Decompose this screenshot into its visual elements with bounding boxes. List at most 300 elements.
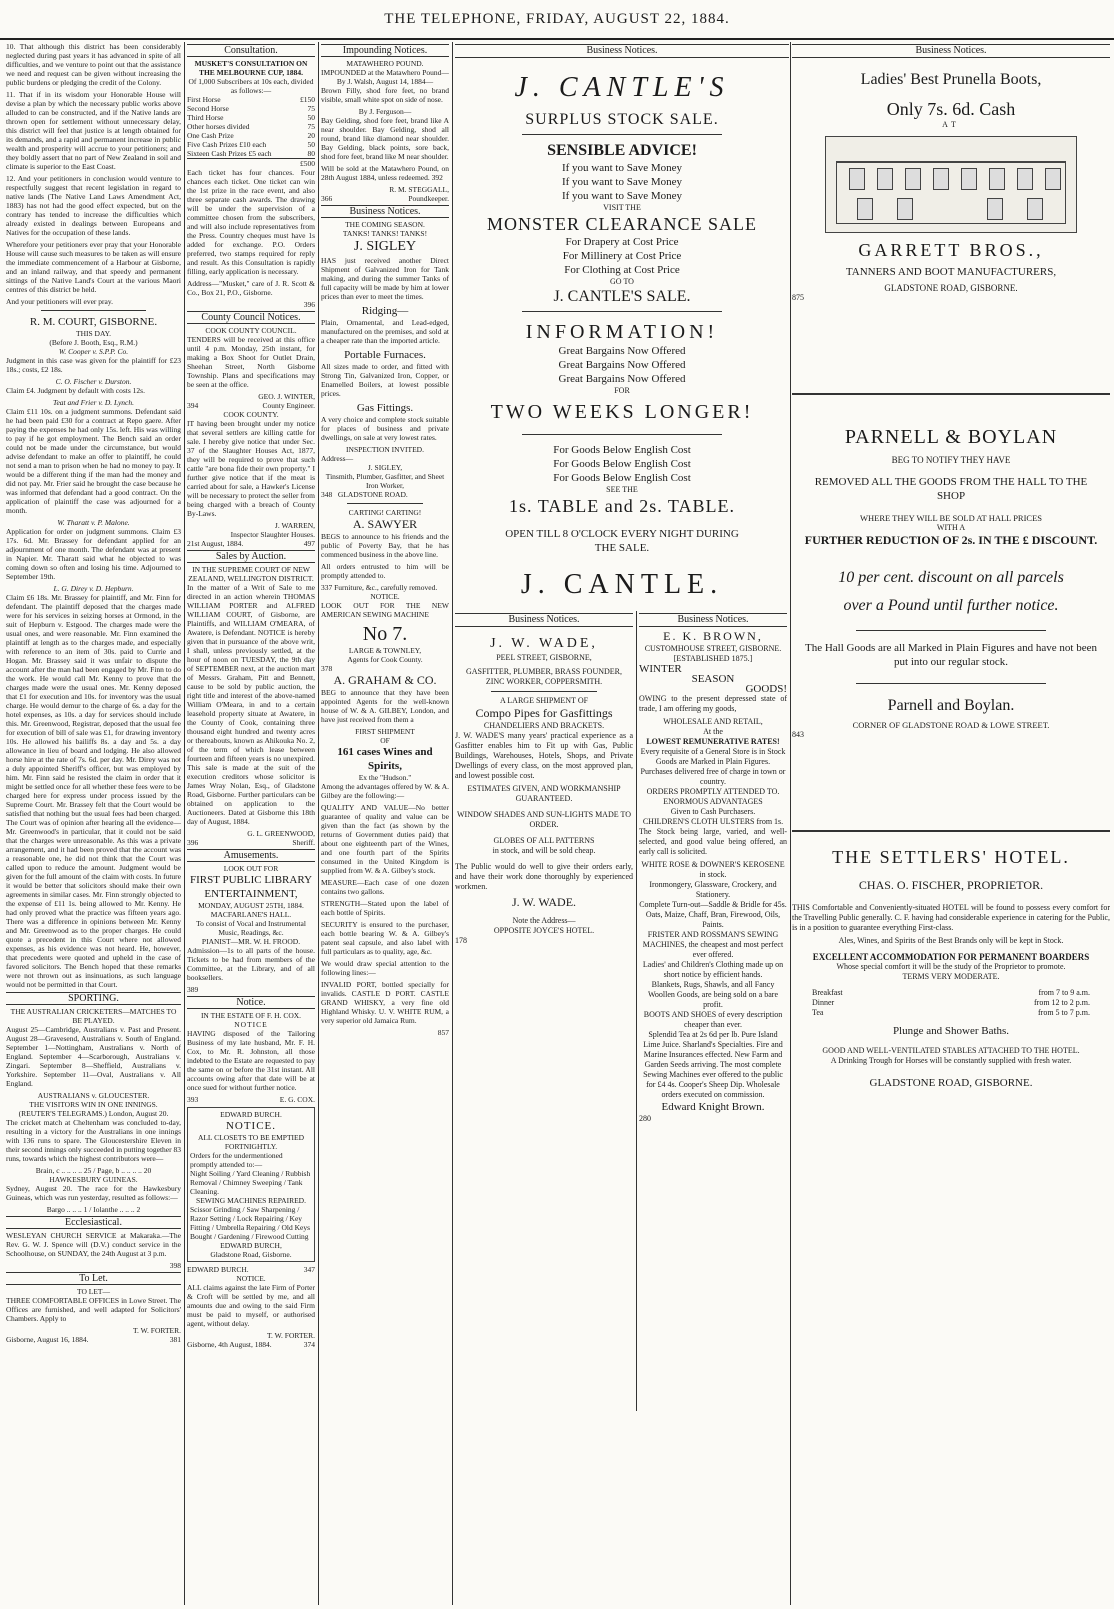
settlers-excellent: EXCELLENT ACCOMMODATION FOR PERMANENT BOARDERS: [812, 952, 1090, 962]
prize-row: [187, 95, 315, 104]
prize-amount: £150: [300, 95, 315, 104]
cricket-title: THE AUSTRALIAN CRICKETERS—MATCHES TO BE PLAYED.: [10, 1007, 177, 1025]
section-header-business: Business Notices.: [455, 44, 789, 58]
sawyer-name: A. SAWYER: [352, 517, 418, 531]
settlers-plunge: Plunge and Shower Baths.: [892, 1025, 1010, 1037]
pound-role: 366 Poundkeeper.: [321, 194, 449, 203]
prize-row: [187, 122, 315, 131]
graham-ex: Ex the "Hudson.": [358, 773, 412, 782]
pound-title: MATAWHERO POUND.: [346, 59, 424, 68]
petition-end: And your petitioners will ever pray.: [6, 297, 113, 306]
section-header-auction: Sales by Auction.: [187, 550, 315, 563]
prize-name: Five Cash Prizes £10 each: [187, 140, 267, 149]
section-header-business: Business Notices.: [455, 613, 633, 627]
pound-items: Bay Gelding, shod fore feet, brand like A near shoulder. Bay Gelding, shod all round, brand like diamond near shoulder. Bay Gelding, black points, sore back, shod fore feet, brand like M near shoulder.: [321, 116, 449, 161]
hawkesbury-text: Sydney, August 20. The race for the Hawkesbury Guineas, which was run yesterday, resulted as follows:—: [6, 1184, 181, 1202]
case-text: Application for order on judgment summons. Claim £3 17s. 6d. Mr. Brassey for defendant applied for an adjournment of one month. The defendant was at present in Napier. Mr. Tharatt said what he objected to was coming down so often and losing his time. Adjourned to September 19th.: [6, 527, 181, 581]
sigley-inspect: INSPECTION INVITED.: [346, 445, 424, 454]
prize-name: Second Horse: [187, 104, 229, 113]
brown-cash: Given to Cash Purchasers.: [670, 807, 756, 816]
consult-text: Each ticket has four chances. Four chances each ticket. One ticket can win the 1st prize in the race event, and also three separate cash awards. The drawing will be under the supervision of a committee chosen from the subscribers, and will also include representatives from the Press. Country cheques must have 1s added for exchange. P.O. Orders preferred, two stamps required for reply and result. As this Consultation is rapidly filling, early application is necessary.: [187, 168, 315, 276]
cook-title: COOK COUNTY COUNCIL.: [205, 326, 297, 335]
settlers-ad: [792, 830, 1110, 1090]
sigley-name: J. SIGLEY: [353, 239, 417, 254]
court-before: (Before J. Booth, Esq., R.M.): [49, 338, 138, 347]
column-rule: [452, 42, 453, 1605]
brown-saddle: Complete Turn-out—Saddle & Bridle for 45s.: [639, 900, 787, 909]
consult-title: MUSKET'S CONSULTATION ON THE MELBOURNE CUP, 1884.: [194, 59, 308, 77]
prize-row: [187, 140, 315, 149]
column-rule: [790, 42, 791, 1605]
slaughter-sign: J. WARREN,: [274, 521, 315, 530]
graham-quality: QUALITY AND VALUE—No better guarantee of quality and value can be given than the fact (as shown by the returns of Government duties paid) that about one eighteenth part of the Wines, and one fourth part of the Spirits consumed in the United Kingdom is supplied from W. & A. Gilbey's stock.: [321, 803, 449, 875]
garrett-address: GLADSTONE ROAD, GISBORNE.: [884, 283, 1018, 293]
brown-list: Splendid Tea at 2s 6d per lb. Pure Island Lime Juice. Sharland's Specialties. Fire and Marine Insurances effected. New Farm and Garden Seeds arriving. The most complete Sewing Machines ever offered to the public for £4 4s. Cooper's Sheep Dip. Wholesale orders executed on commission.: [643, 1030, 783, 1099]
settlers-terms: TERMS VERY MODERATE.: [902, 972, 1000, 981]
parnell-corner: CORNER OF GLADSTONE ROAD & LOWE STREET.: [852, 720, 1050, 730]
sigley-addr: 348 GLADSTONE ROAD.: [321, 490, 408, 499]
settlers-text: THIS Comfortable and Conveniently-situated HOTEL will be found to possess every comfort for the Travelling Public generally. C. F. having had considerable experience in catering for the Public, is in a position to guarantee everything First-class.: [792, 903, 1110, 932]
auction-text: In the matter of a Writ of Sale to me directed in an action wherein THOMAS WILLIAM PORTER and ALFRED WILLIAM COURT, of Gisborne, are Plaintiffs, and WILLIAM O'MEARA, of Awatere, is Defendant. NOTICE is hereby given that in pursuance of the above writ, I shall, unless previously settled, at the hour of noon on TUESDAY, the 9th day of SEPTEMBER next, at the auction mart of Messrs. Graham, Pitt and Bennett, cause to be sold by public auction, the right title and interest of the above-named William O'Meara, in and to a certain leasehold property situate at Awatere, in the County of Cook, containing three thousand eight hundred and twenty acres or thereabouts, known as Ahikouka No. 2, of the term of which lease between fourteen and fifteen years is no unexpired. This sale is made at the suit of the execution creditors whose solicitor is James Wray Nolan, Esq., of Gladstone Road, Gisborne. Further particulars can be obtained on application to the Auctioneers. Dated at Gisborne this 18th day of August, 1884.: [187, 583, 315, 826]
pound-by: By J. Walsh, August 14, 1884—: [336, 77, 434, 86]
prize-amount: 50: [307, 113, 315, 122]
brown-oats: Oats, Maize, Chaff, Bran, Firewood, Oils, Paints.: [645, 910, 781, 929]
settlers-whose: Whose special comfort it will be the study of the Proprietor to promote.: [836, 962, 1066, 971]
sigley-addr-role: Tinsmith, Plumber, Gasfitter, and Sheet Iron Worker,: [325, 472, 445, 490]
prize-amount: 75: [307, 122, 315, 131]
hawkesbury-title: HAWKESBURY GUINEAS.: [49, 1175, 138, 1184]
column-5: [792, 42, 1110, 1605]
wade-globes: GLOBES OF ALL PATTERNS: [493, 836, 595, 845]
sewing-notice: NOTICE.: [370, 592, 400, 601]
sewing-text: LOOK OUT FOR THE NEW AMERICAN SEWING MACHINE: [321, 601, 449, 619]
sigley-ridging: Ridging—: [361, 305, 409, 317]
cantle-below: For Goods Below English Cost: [553, 458, 691, 470]
wade-public: The Public would do well to give their orders early, and have their work done thoroughly by experienced workmen.: [455, 862, 633, 891]
graham-strength: STRENGTH—Stated upon the label of each bottle of Spirits.: [321, 899, 449, 917]
tender-sign: GEO. J. WINTER,: [258, 392, 315, 401]
wade-instock: in stock, and will be sold cheap.: [492, 846, 596, 855]
parnell-signature: Parnell and Boylan.: [887, 697, 1015, 714]
wade-estimates: ESTIMATES GIVEN, AND WORKMANSHIP GUARANTEED.: [467, 784, 621, 803]
amuse-title: FIRST PUBLIC LIBRARY ENTERTAINMENT,: [189, 874, 313, 900]
prize-amount: 20: [307, 131, 315, 140]
cantle-table: 1s. TABLE and 2s. TABLE.: [509, 496, 735, 516]
section-header-business: Business Notices.: [321, 205, 449, 218]
cantle-open: OPEN TILL 8 O'CLOCK EVERY NIGHT DURING THE SALE.: [505, 528, 739, 554]
brown-at: At the: [703, 727, 723, 736]
masthead-title: THE TELEPHONE, FRIDAY, AUGUST 22, 1884.: [384, 11, 730, 27]
garrett-trade: TANNERS AND BOOT MANUFACTURERS,: [845, 266, 1057, 278]
brown-ladies: Ladies' and Children's Clothing made up on short notice by efficient hands.: [642, 960, 784, 979]
column-rule: [184, 42, 185, 1605]
meal-row: [812, 988, 1090, 998]
cantle-drapery: For Drapery at Cost Price: [565, 236, 679, 248]
prize-row: [187, 104, 315, 113]
prize-amount: 50: [307, 140, 315, 149]
burch-footer: EDWARD BURCH. 347: [187, 1265, 315, 1274]
to-let-title: TO LET—: [77, 1287, 110, 1296]
cantle-surplus: SURPLUS STOCK SALE.: [525, 111, 719, 128]
amuse-date: MONDAY, AUGUST 25TH, 1884.: [198, 901, 304, 910]
section-header-impounding: Impounding Notices.: [321, 44, 449, 57]
graham-text: BEG to announce that they have been appointed Agents for the well-known house of W. & A. GILBEY, London, and have just received from them a: [321, 688, 449, 724]
burch-list: Scissor Grinding / Saw Sharpening / Razor Setting / Lock Repairing / Key Fitting / Umbrella Repairing / Old Keys Bought / Gardening / Firewood Cutting: [190, 1205, 310, 1241]
sigley-text: HAS just received another Direct Shipment of Galvanized Iron for Tank making, and during the summer Tanks of full capacity will be made by him at lower prices than ever to meet the times.: [321, 256, 449, 301]
ecclesiastical-text: WESLEYAN CHURCH SERVICE at Makaraka.—The Rev. G. W. J. Spence will (D.V.) conduct service in the Schoolhouse, on SUNDAY, the 24th August at 3 p.m.: [6, 1231, 181, 1258]
auction-role: 396 Sheriff.: [187, 838, 315, 847]
brown-ironmongery: Ironmongery, Glassware, Crockery, and Stationery.: [649, 880, 777, 899]
prize-name: Third Horse: [187, 113, 224, 122]
column-1: [6, 42, 181, 1605]
slaughter-text: IT having been brought under my notice that several settlers are killing cattle for sale. I hereby give notice that under Sec. 37 of the Slaughter Houses Act, 1877, they will be required to prove that such cattle "are bona fide their own property." I further give notice that if the meat is carried about for sale, a Hawker's License will be necessary to protect the seller from being charged with a breach of County By-Laws.: [187, 419, 315, 518]
settlers-stables: GOOD AND WELL-VENTILATED STABLES ATTACHED TO THE HOTEL.: [822, 1046, 1080, 1055]
amuse-consist: To consist of Vocal and Instrumental Music, Readings, &c.: [196, 919, 306, 937]
brown-kerosene: WHITE ROSE & DOWNER'S KEROSENE in stock.: [641, 860, 785, 879]
petition-paragraph: 10. That although this district has been considerably neglected during past years it has advanced in spite of all difficulties, and we venture to point out that the assistance we need and request can be given without increasing the public burdens or pledging the credit of the Colony.: [6, 42, 181, 87]
masthead: [0, 0, 1114, 40]
brown-winter: WINTER: [639, 663, 682, 675]
section-header-consultation: Consultation.: [187, 44, 315, 57]
wade-chandeliers: CHANDELIERS AND BRACKETS.: [483, 721, 605, 730]
graham-lines: INVALID PORT, bottled specially for invalids. CASTLE D PORT. CASTLE GRAND WHISKY, a very fine old Highland Whisky. U. V. WHITE RUM, a very superior old Jamaica Rum.: [321, 980, 449, 1025]
ad-number: 857: [437, 1028, 449, 1037]
divider: [347, 503, 424, 504]
prize-name: One Cash Prize: [187, 131, 234, 140]
garrett-name: GARRETT BROS.,: [858, 240, 1044, 260]
parnell-beg: BEG TO NOTIFY THEY HAVE: [891, 455, 1011, 465]
section-header-business: Business Notices.: [792, 44, 1110, 58]
settlers-title: THE SETTLERS' HOTEL.: [832, 847, 1070, 867]
burch-ad: [187, 1107, 315, 1262]
ad-number: 875: [792, 293, 804, 302]
hawkesbury-results: Bargo .. .. .. 1 / Iolanthe .. .. .. 2: [46, 1205, 141, 1214]
sigley-season: THE COMING SEASON.: [345, 220, 425, 229]
brown-wholesale: WHOLESALE AND RETAIL,: [663, 717, 763, 726]
brown-marked: Goods are Marked in Plain Figures.: [655, 757, 771, 766]
section-header-sporting: SPORTING.: [6, 992, 181, 1005]
parnell-discount: 10 per cent. discount on all parcels: [838, 569, 1064, 586]
wade-compo: Compo Pipes for Gasfittings: [475, 706, 613, 720]
graham-adv: Among the advantages offered by W. & A. Gilbey are the following:—: [321, 782, 449, 800]
estate-text: HAVING disposed of the Tailoring Business of my late husband, Mr. F. H. Cox, to Mr. R. Johnston, all those indebted to the Estate are requested to pay the same on or before the 31st instant. All accounts owing after that date will be at once sued for without further notice.: [187, 1029, 315, 1092]
section-header-business: Business Notices.: [639, 613, 787, 627]
sawyer-orders: All orders entrusted to him will be promptly attended to.: [321, 562, 449, 580]
amuse-hall: MACFARLANE'S HALL.: [210, 910, 292, 919]
petition-paragraph: Wherefore your petitioners ever pray that your Honorable House will cause such measures to be taken as will ensure the immediate commencement of a Harbour at Gisborne, and an inland railway, and that speedy and permanent sittings of the Native Land's Court at the various Maori centres of this district be held.: [6, 240, 181, 294]
divider: [41, 310, 146, 311]
brown-text: OWING to the present depressed state of trade, I am offering my goods,: [639, 694, 787, 713]
brown-established: [ESTABLISHED 1875.]: [673, 654, 753, 663]
graham-of: OF: [380, 736, 390, 745]
pound-sale: Will be sold at the Matawhero Pound, on 28th August 1884, unless redeemed. 392: [321, 164, 449, 182]
sigley-gas-text: A very choice and complete stock suitable for places of business and private dwellings, on sale at very lowest rates.: [321, 415, 449, 442]
prize-list: [187, 95, 315, 158]
meal-name: Tea: [812, 1008, 824, 1017]
prize-name: Sixteen Cash Prizes £5 each: [187, 149, 272, 158]
cantle-name: J. CANTLE'S: [514, 72, 730, 103]
gloucester-sub: THE VISITORS WIN IN ONE INNINGS.: [29, 1100, 158, 1109]
ad-number: 280: [639, 1114, 651, 1123]
divider: [522, 434, 722, 435]
to-let-sign: T. W. FORTER.: [133, 1326, 181, 1335]
case-title: C. O. Fischer v. Durston.: [55, 377, 132, 386]
ad-number: 389: [187, 985, 199, 994]
cantle-save: If you want to Save Money: [561, 190, 683, 202]
gloucester-text: The cricket match at Cheltenham was concluded to-day, resulting in a victory for the Australians in one innings with 136 runs to spare. The Gloucestershire Eleven in their second innings only succeeded in putting together 83 runs, towards which the highest contributors were—: [6, 1118, 181, 1163]
graham-measure: MEASURE—Each case of one dozen contains two gallons.: [321, 878, 449, 896]
section-header-to-let: To Let.: [6, 1272, 181, 1285]
burch-notice: NOTICE.: [225, 1120, 277, 1132]
prize-row: [187, 131, 315, 140]
ad-number: 378: [321, 664, 333, 673]
prize-name: First Horse: [187, 95, 221, 104]
cantle-sale: J. CANTLE'S SALE.: [553, 288, 691, 305]
cantle-see: SEE THE: [606, 485, 638, 494]
gloucester-scores: Brain, c .. .. .. .. 25 / Page, b .. .. .. .. 20: [35, 1166, 152, 1175]
pound-by: By J. Ferguson—: [358, 107, 412, 116]
meal-row: [812, 1008, 1090, 1018]
divider: [856, 683, 1047, 684]
divider: [522, 311, 722, 312]
meal-name: Breakfast: [812, 988, 843, 997]
shop-building-illustration: [825, 136, 1077, 233]
brown-lowest: LOWEST REMUNERATIVE RATES!: [646, 737, 780, 746]
brown-ulsters: CHILDREN'S CLOTH ULSTERS from 1s.: [642, 817, 784, 826]
prize-row: [187, 149, 315, 158]
sawyer-carting: CARTING! CARTING!: [348, 508, 422, 517]
case-text: Claim £11 10s. on a judgment summons. Defendant said he had been paid £30 for a contract at Repo gaere. After paying the expenses he had only 15s. left. His was willing to pay if he got employment. The Bench said an order could not be made under the circumstance, but would advise defendant to make an offer to plaintiff, he could not send a man to prison when he had no money to pay. It would be a different thing if the man had the money and did not pay. Mr. Frier said he brought the case because he was informed that defendant had a good contract. On the application of plaintiff the case was adjourned for a month.: [6, 407, 181, 515]
divider: [491, 691, 598, 692]
wade-large: A LARGE SHIPMENT OF: [499, 696, 589, 705]
burch-addr: Gladstone Road, Gisborne.: [210, 1250, 292, 1259]
wade-column: [455, 611, 637, 1411]
prize-total: £500: [187, 158, 315, 168]
prize-amount: 75: [307, 104, 315, 113]
garrett-at: AT: [942, 120, 960, 129]
cantle-below: For Goods Below English Cost: [553, 472, 691, 484]
column-3: [321, 42, 449, 1605]
petition-paragraph: 11. That if in its wisdom your Honorable House will devise a plan by which the necessary public works above alluded to can be constructed, and if the Native lands are thrown open for settlement without unnecessary delay, this district will feel that justice is at length obtained for its demands, and a rapid and permanent increase in public wealth and prosperity will accrue to your petitioners; and they boldly assert that no part of New Zealand in soil and climate is superior to the East Coast.: [6, 90, 181, 171]
brown-requisite: Every requisite of a General Store is in Stock: [640, 747, 786, 756]
cantle-great: Great Bargains Now Offered: [558, 345, 686, 357]
meal-row: [812, 998, 1090, 1008]
auction-sign: G. L. GREENWOOD,: [247, 829, 315, 838]
court-day: THIS DAY.: [75, 329, 111, 338]
case-text: Judgment in this case was given for the plaintiff for £23 18s.; costs, £2 18s.: [6, 356, 181, 374]
cantle-information: INFORMATION!: [525, 321, 719, 343]
to-let-date: Gisborne, August 16, 1884. 381: [6, 1335, 181, 1344]
amuse-look: LOOK OUT FOR: [223, 864, 279, 873]
burch-orders: Orders for the undermentioned promptly attended to:—: [190, 1151, 283, 1169]
parnell-hall: The Hall Goods are all Marked in Plain Figures and have not been put into our regular stock.: [804, 642, 1098, 668]
gloucester-title: AUSTRALIANS v. GLOUCESTER.: [37, 1091, 150, 1100]
brown-street: CUSTOMHOUSE STREET, GISBORNE.: [644, 644, 782, 653]
section-header-ecclesiastical: Ecclesiastical.: [6, 1216, 181, 1229]
burch-name: EDWARD BURCH.: [220, 1110, 282, 1119]
petition-paragraph: 12. And your petitioners in conclusion would venture to respectfully suggest that recent legislation in regard to native lands (The Native Land Laws Amendment Act, 1883) has not had the good effect expected, but on the contrary has tended to increase the difficulties which already existed in dealings between Europeans and Natives for the occupation of these lands.: [6, 174, 181, 237]
cantle-visit: VISIT THE: [603, 203, 641, 212]
section-header-notice: Notice.: [187, 996, 315, 1009]
burch-sewing: SEWING MACHINES REPAIRED.: [196, 1196, 306, 1205]
section-header-amusements: Amusements.: [187, 849, 315, 862]
cantle-below: For Goods Below English Cost: [553, 444, 691, 456]
graham-first: FIRST SHIPMENT: [355, 727, 415, 736]
divider: [856, 630, 1047, 631]
prize-row: [187, 113, 315, 122]
cook-title: COOK COUNTY.: [223, 410, 279, 419]
ad-number: 843: [792, 730, 804, 739]
forter-sign: T. W. FORTER.: [267, 1331, 315, 1340]
pound-item: Brown Filly, shod fore feet, no brand visible, small white spot on side of nose.: [321, 86, 449, 104]
consult-address: Address—"Musket," care of J. R. Scott & Co., Box 21, P.O., Gisborne.: [187, 279, 315, 297]
brown-boots: BOOTS AND SHOES of every description cheaper than ever.: [643, 1010, 783, 1029]
amuse-pianist: PIANIST—MR. W. H. FROOD.: [201, 937, 301, 946]
cantle-monster: MONSTER CLEARANCE SALE: [486, 214, 757, 234]
divider: [522, 134, 722, 135]
settlers-proprietor: CHAS. O. FISCHER, PROPRIETOR.: [858, 878, 1044, 892]
sawyer-furniture: 337 Furniture, &c., carefully removed.: [321, 583, 438, 592]
settlers-address: GLADSTONE ROAD, GISBORNE.: [869, 1077, 1033, 1089]
ad-number: 178: [455, 936, 467, 945]
meal-time: from 12 to 2 p.m.: [1034, 998, 1090, 1007]
brown-column: [639, 611, 787, 1411]
brown-name: E. K. BROWN,: [663, 629, 763, 643]
garrett-only: Only 7s. 6d. Cash: [886, 99, 1016, 119]
graham-attn: We would draw special attention to the following lines:—: [321, 959, 449, 977]
slaughter-role: Inspector Slaughter Houses.: [230, 530, 315, 539]
cantle-two-weeks: TWO WEEKS LONGER!: [490, 401, 754, 423]
sigley-furnaces-text: All sizes made to order, and fitted with Strong Tin, Galvanized Iron, Copper, or Enamelled Boilers, at lowest possible prices.: [321, 362, 449, 398]
garrett-ladies: Ladies' Best Prunella Boots,: [860, 71, 1042, 88]
tender-role: 394 County Engineer.: [187, 401, 315, 410]
wade-text: J. W. WADE'S many years' practical experience as a Gasfitter enables him to Fit up with Gas, Public Buildings, Warehouses, Hotels, Shops, and Private Dwellings of every class, on the most approved plan, and lowest possible cost.: [455, 731, 633, 780]
cantle-save: If you want to Save Money: [561, 176, 683, 188]
sigley-gas: Gas Fittings.: [356, 402, 414, 414]
case-text: Claim £6 18s. Mr. Brassey for plaintiff, and Mr. Finn for defendant. The plaintiff deposed that the charges made were for his services in seizing horses at Ormond, in the suit of Hepburn v. Estgood. The charges made were the usual ones, and were reasonable. Mr. Finn examined the plaintiff at length as to the charges made, and especially with reference to an item of 30s. paid to Currie and Hogan. Mr. Brassey said it was unfair to dispute the account after the man had been engaged by Mr. Finn to do the work. He would call Mr. Kenny to prove that the charges made were the usual ones. Mr. Kenny deposed that £1 for execution and 10s. for inventory was the usual charge. He would demur to the charge of 6s. a day for the hotel expenses, as 10s. a day for services should include this. Mr. Greenwood, Registrar, deposed that the usual fee for execution of bill of sale was £1, for drawing inventory 10s. He allowed his bailiffs 8s. a day and 5s. a day allowance in lieu of board and lodging. He also allowed horse hire at the rate of 7s. 6d. per day. Mr. Direy was not a duly appointed Sheriff's officer, but was employed by him. Mr. Finn said he resisted the claim in order that it might be settled once for all whether these fees were to be charged here for express under process issued by the Supreme Court. Mr. Brassey felt that the Court would be satisfied that nothing but the usual fees had been charged. The Court was of opinion after hearing all the evidence—Mr. Greenwood's in particular, that it could not be said that the charges were unreasonable. As this was a private arrangement, and it had been proved that the account was a reasonable one, he did not think that the Court was called upon to reduce the amount. Judgment would be given for the full amount of the claim with costs. In future it would be better that solicitors should make their own agreements in similar cases. Mr. Finn strongly objected to the expense of £11 1s. being allowed to Mr. Kenny. He had only proved what the practice was fifteen years ago. There was a difference in opinions between Mr. Kenny and Mr. Greenwood as to the proper charges. He could quote a precedent in this Court where not allowed expenses, as his evidence was not heard. He, however, that precedents were quoted and upheld in the case of favored solicitors. The Bench hoped that these remarks were not thrown out as insinuations, as such language would not be permitted in that Court.: [6, 593, 181, 989]
column-4-subcolumns: [455, 611, 789, 1411]
cricket-list: August 25—Cambridge, Australians v. Past and Present. August 28—Gravesend, Australians v. South of England. September 1—Nottingham, Australians v. North of England. September 4—Scarborough, Australians v. Zingari. September 8—Sheffield, Australians v. Yorkshire. September 11—Oval, Australians v. All England.: [6, 1025, 181, 1088]
estate-sign: 393 E. G. COX.: [187, 1095, 315, 1104]
cantle-save: If you want to Save Money: [561, 162, 683, 174]
brown-blankets: Blankets, Rugs, Shawls, and all Fancy Woollen Goods, are being sold on a bare profit.: [648, 980, 778, 1009]
court-title: R. M. COURT, GISBORNE.: [29, 316, 158, 328]
consult-sub: Of 1,000 Subscribers at 10s each, divided as follows:—: [188, 77, 314, 95]
meal-time: from 5 to 7 p.m.: [1038, 1008, 1090, 1017]
wade-street: PEEL STREET, GISBORNE,: [496, 653, 592, 662]
sigley-tanks: TANKS! TANKS! TANKS!: [342, 229, 428, 238]
brown-delivered: Purchases delivered free of charge in town or country.: [640, 767, 786, 786]
prize-amount: 80: [307, 149, 315, 158]
ad-number: 398: [169, 1261, 181, 1270]
brown-season: SEASON: [691, 673, 735, 685]
estate-notice: NOTICE: [234, 1020, 268, 1029]
sigley-ridging-text: Plain, Ornamental, and Lead-edged, manufactured on the premises, and sold at a cheaper rate than the imported article.: [321, 318, 449, 345]
wade-note: Note the Address—: [512, 916, 576, 925]
meal-list: [812, 988, 1090, 1018]
burch-services: Night Soiling / Yard Cleaning / Rubbish Removal / Chimney Sweeping / Tank Cleaning.: [190, 1169, 311, 1196]
case-title: Teat and Frier v. D. Lynch.: [52, 398, 135, 407]
brown-stock: The Stock being large, varied, and well-selected, and good value being offered, an early call is solicited.: [639, 827, 787, 856]
forter-date: Gisborne, 4th August, 1884. 374: [187, 1340, 315, 1349]
slaughter-date: 21st August, 1884. 497: [187, 539, 315, 548]
cantle-great: Great Bargains Now Offered: [558, 373, 686, 385]
cantle-sensible: SENSIBLE ADVICE!: [547, 142, 697, 159]
section-header-county-council: County Council Notices.: [187, 311, 315, 324]
sawyer-text: BEGS to announce to his friends and the public of Poverty Bay, that he has commenced business in the above line.: [321, 532, 449, 559]
tender-text: TENDERS will be received at this office until 4 p.m. Monday, 25th instant, for making a Box Shoot for Outlet Drain, Sheehan Street, North Gisborne Township. Plans and specifications may be seen at the office.: [187, 335, 315, 389]
brown-goods: GOODS!: [745, 683, 787, 695]
parnell-discount: over a Pound until further notice.: [843, 597, 1059, 614]
parnell-where: WHERE THEY WILL BE SOLD AT HALL PRICES: [859, 513, 1043, 523]
parnell-ad: [792, 393, 1110, 740]
case-title: L. G. Direy v. D. Hepburn.: [53, 584, 134, 593]
sewing-for: Agents for Cook County.: [347, 655, 423, 664]
graham-cases: 161 cases Wines and Spirits,: [337, 746, 433, 772]
case-text: Claim £4. Judgment by default with costs 12s.: [6, 386, 145, 395]
case-title: W. Cooper v. S.P.P. Co.: [58, 347, 129, 356]
parnell-with: WITH A: [936, 523, 966, 532]
to-let-text: THREE COMFORTABLE OFFICES in Lowe Street. The Offices are furnished, and well adapted for Solicitors' Chambers. Apply to: [6, 1296, 181, 1323]
brown-orders: ORDERS PROMPTLY ATTENDED TO.: [646, 787, 780, 796]
column-2: [187, 42, 315, 1605]
pound-sign: R. M. STEGGALL,: [389, 185, 449, 194]
graham-security: SECURITY is ensured to the purchaser, each bottle bearing W. & A. Gilbey's patent seal capsule, and also label with full particulars as to quality, age, &c.: [321, 920, 449, 956]
brown-sewing: FRISTER AND ROSSMAN'S SEWING MACHINES, the cheapest and most perfect ever offered.: [642, 930, 784, 959]
prize-name: Other horses divided: [187, 122, 250, 131]
cantle-for: FOR: [614, 386, 630, 395]
pound-text: IMPOUNDED at the Matawhero Pound—: [321, 68, 449, 77]
burch-addr-name: EDWARD BURCH,: [220, 1241, 282, 1250]
brown-enormous: ENORMOUS ADVANTAGES: [663, 797, 763, 806]
sigley-furnaces: Portable Furnaces.: [344, 349, 426, 361]
parnell-name: PARNELL & BOYLAN: [844, 426, 1058, 448]
wade-trades: GASFITTER, PLUMBER, BRASS FOUNDER, ZINC WORKER, COPPERSMITH.: [465, 667, 623, 686]
cantle-clothing: For Clothing at Cost Price: [564, 264, 680, 276]
forter-text: ALL claims against the late Firm of Porter & Croft will be settled by me, and all amounts due and owing to the said Firm must be paid to myself, or authorised agent, without delay.: [187, 1283, 315, 1328]
sewing-number: No 7.: [362, 623, 408, 645]
wade-name: J. W. WADE,: [490, 636, 598, 651]
wade-opposite: OPPOSITE JOYCE'S HOTEL.: [493, 926, 595, 935]
sigley-address-label: Address—: [321, 454, 354, 463]
cantle-goto: GO TO: [610, 277, 634, 286]
wade-window: WINDOW SHADES AND SUN-LIGHTS MADE TO ORDER.: [457, 810, 631, 829]
court-title: IN THE SUPREME COURT OF NEW ZEALAND, WELLINGTON DISTRICT.: [188, 565, 314, 583]
wade-signature: J. W. WADE.: [511, 895, 577, 909]
graham-title: A. GRAHAM & CO.: [333, 673, 437, 687]
cantle-millinery: For Millinery at Cost Price: [562, 250, 682, 262]
burch-closets: ALL CLOSETS TO BE EMPTIED FORTNIGHTLY.: [197, 1133, 305, 1151]
cantle-signature: J. CANTLE.: [520, 569, 724, 600]
amuse-admission: Admission—1s to all parts of the house. Tickets to be had from members of the Committee, at the Library, and of all booksellers.: [187, 946, 315, 982]
estate-title: IN THE ESTATE OF F. H. COX.: [200, 1011, 302, 1020]
sigley-addr-name: J. SIGLEY,: [367, 463, 403, 472]
case-title: W. Tharatt v. P. Malone.: [57, 518, 130, 527]
parnell-further: FURTHER REDUCTION OF 2s. IN THE £ DISCOUNT.: [804, 533, 1098, 547]
cantle-great: Great Bargains Now Offered: [558, 359, 686, 371]
meal-time: from 7 to 9 a.m.: [1038, 988, 1090, 997]
brown-signature: Edward Knight Brown.: [661, 1101, 765, 1113]
ad-number: 396: [303, 300, 315, 309]
parnell-removed: REMOVED ALL THE GOODS FROM THE HALL TO THE SHOP: [814, 476, 1088, 502]
sewing-agents: LARGE & TOWNLEY,: [348, 646, 422, 655]
forter-notice: NOTICE.: [236, 1274, 266, 1283]
column-rule: [318, 42, 319, 1605]
settlers-ales: Ales, Wines, and Spirits of the Best Brands only will be kept in Stock.: [838, 936, 1064, 945]
column-4: [455, 42, 789, 1605]
settlers-trough: A Drinking Trough for Horses will be constantly supplied with fresh water.: [830, 1056, 1072, 1065]
meal-name: Dinner: [812, 998, 835, 1007]
